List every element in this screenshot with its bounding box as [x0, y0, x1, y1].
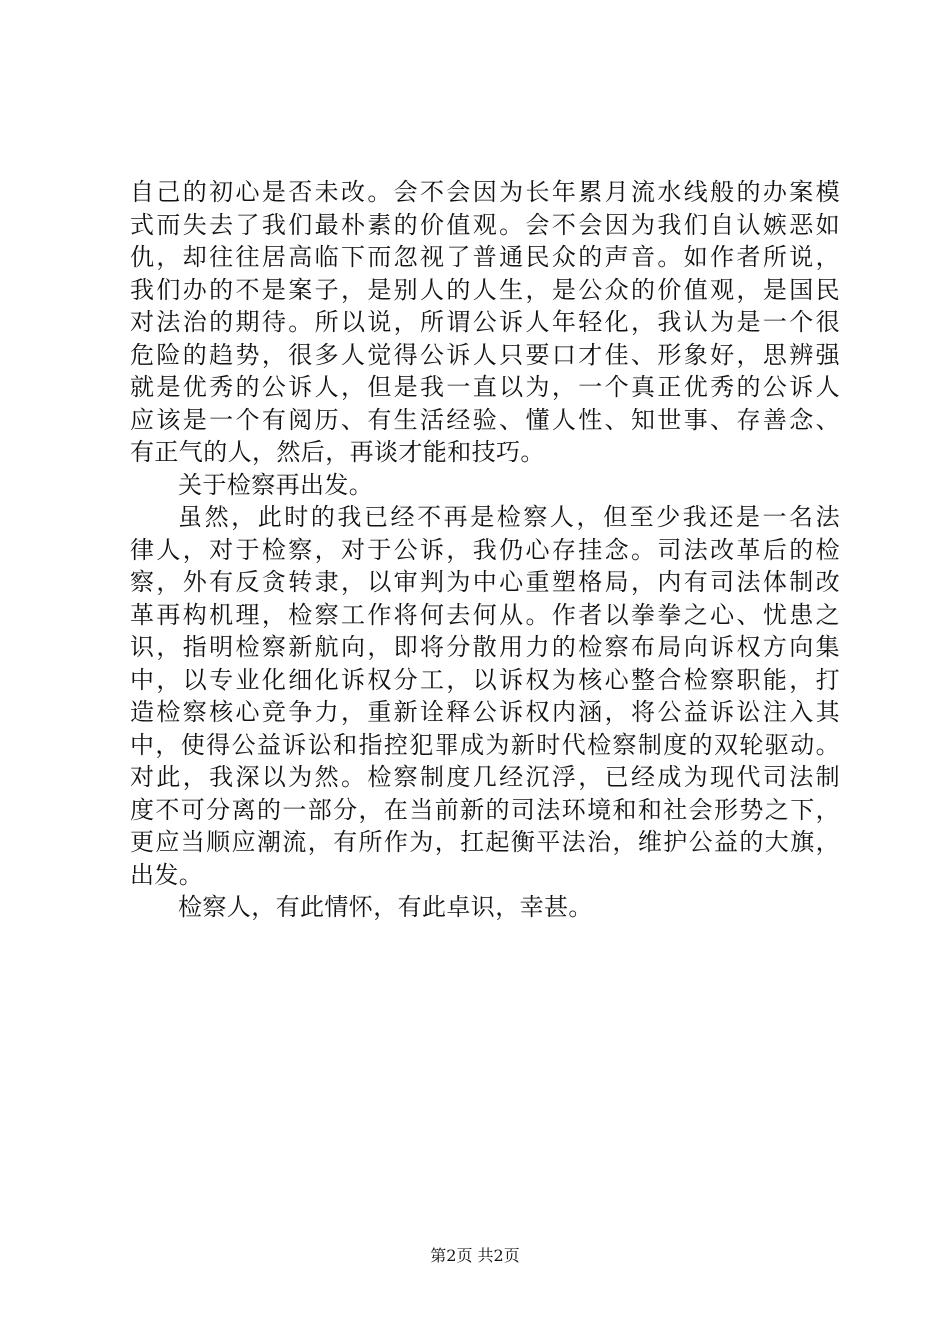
- text-line: 危险的趋势，很多人觉得公诉人只要口才佳、形象好，思辨强: [130, 340, 840, 369]
- text-line: 就是优秀的公诉人，但是我一直以为，一个真正优秀的公诉人: [130, 373, 840, 401]
- text-line: 中，以专业化细化诉权分工，以诉权为核心整合检察职能，打: [130, 665, 840, 694]
- text-line: 造检察核心竞争力，重新诠释公诉权内涵，将公益诉讼注入其: [130, 698, 840, 726]
- paragraph: [130, 891, 840, 924]
- text-line: 识，指明检察新航向，即将分散用力的检察布局向诉权方向集: [130, 633, 840, 661]
- text-line: 度不可分离的一部分，在当前新的司法环境和和社会形势之下，: [130, 795, 840, 824]
- text-line: 中，使得公益诉讼和指控犯罪成为新时代检察制度的双轮驱动。: [130, 730, 840, 759]
- text-line: 自己的初心是否未改。会不会因为长年累月流水线般的办案模: [130, 178, 840, 206]
- text-line: 律人，对于检察，对于公诉，我仍心存挂念。司法改革后的检: [130, 535, 840, 564]
- text-line: 仇，却往往居高临下而忽视了普通民众的声音。如作者所说，: [130, 243, 840, 271]
- text-line: 虽然，此时的我已经不再是检察人，但至少我还是一名法: [178, 503, 840, 531]
- text-line: 察，外有反贪转隶，以审判为中心重塑格局，内有司法体制改: [130, 568, 840, 596]
- text-line: 出发。: [130, 860, 204, 889]
- text-line: 应该是一个有阅历、有生活经验、懂人性、知世事、存善念、: [130, 405, 840, 434]
- text-line: 有正气的人，然后，再谈才能和技巧。: [130, 438, 545, 466]
- paragraph: [130, 469, 840, 502]
- paragraph: [130, 501, 840, 891]
- document-body: [130, 176, 840, 924]
- page-number-footer: 第2页 共2页: [430, 1246, 520, 1265]
- text-line: 式而失去了我们最朴素的价值观。会不会因为我们自认嫉恶如: [130, 210, 840, 239]
- text-line: 检察人，有此情怀，有此卓识，幸甚。: [178, 893, 593, 921]
- text-line: 对法治的期待。所以说，所谓公诉人年轻化，我认为是一个很: [130, 308, 840, 336]
- text-line: 我们办的不是案子，是别人的人生，是公众的价值观，是国民: [130, 275, 840, 304]
- text-line: 革再构机理，检察工作将何去何从。作者以拳拳之心、忧患之: [130, 600, 840, 629]
- text-line: 更应当顺应潮流，有所作为，扛起衡平法治，维护公益的大旗，: [130, 828, 840, 856]
- text-line: 关于检察再出发。: [178, 470, 374, 499]
- paragraph: [130, 176, 840, 469]
- text-line: 对此，我深以为然。检察制度几经沉浮，已经成为现代司法制: [130, 763, 840, 791]
